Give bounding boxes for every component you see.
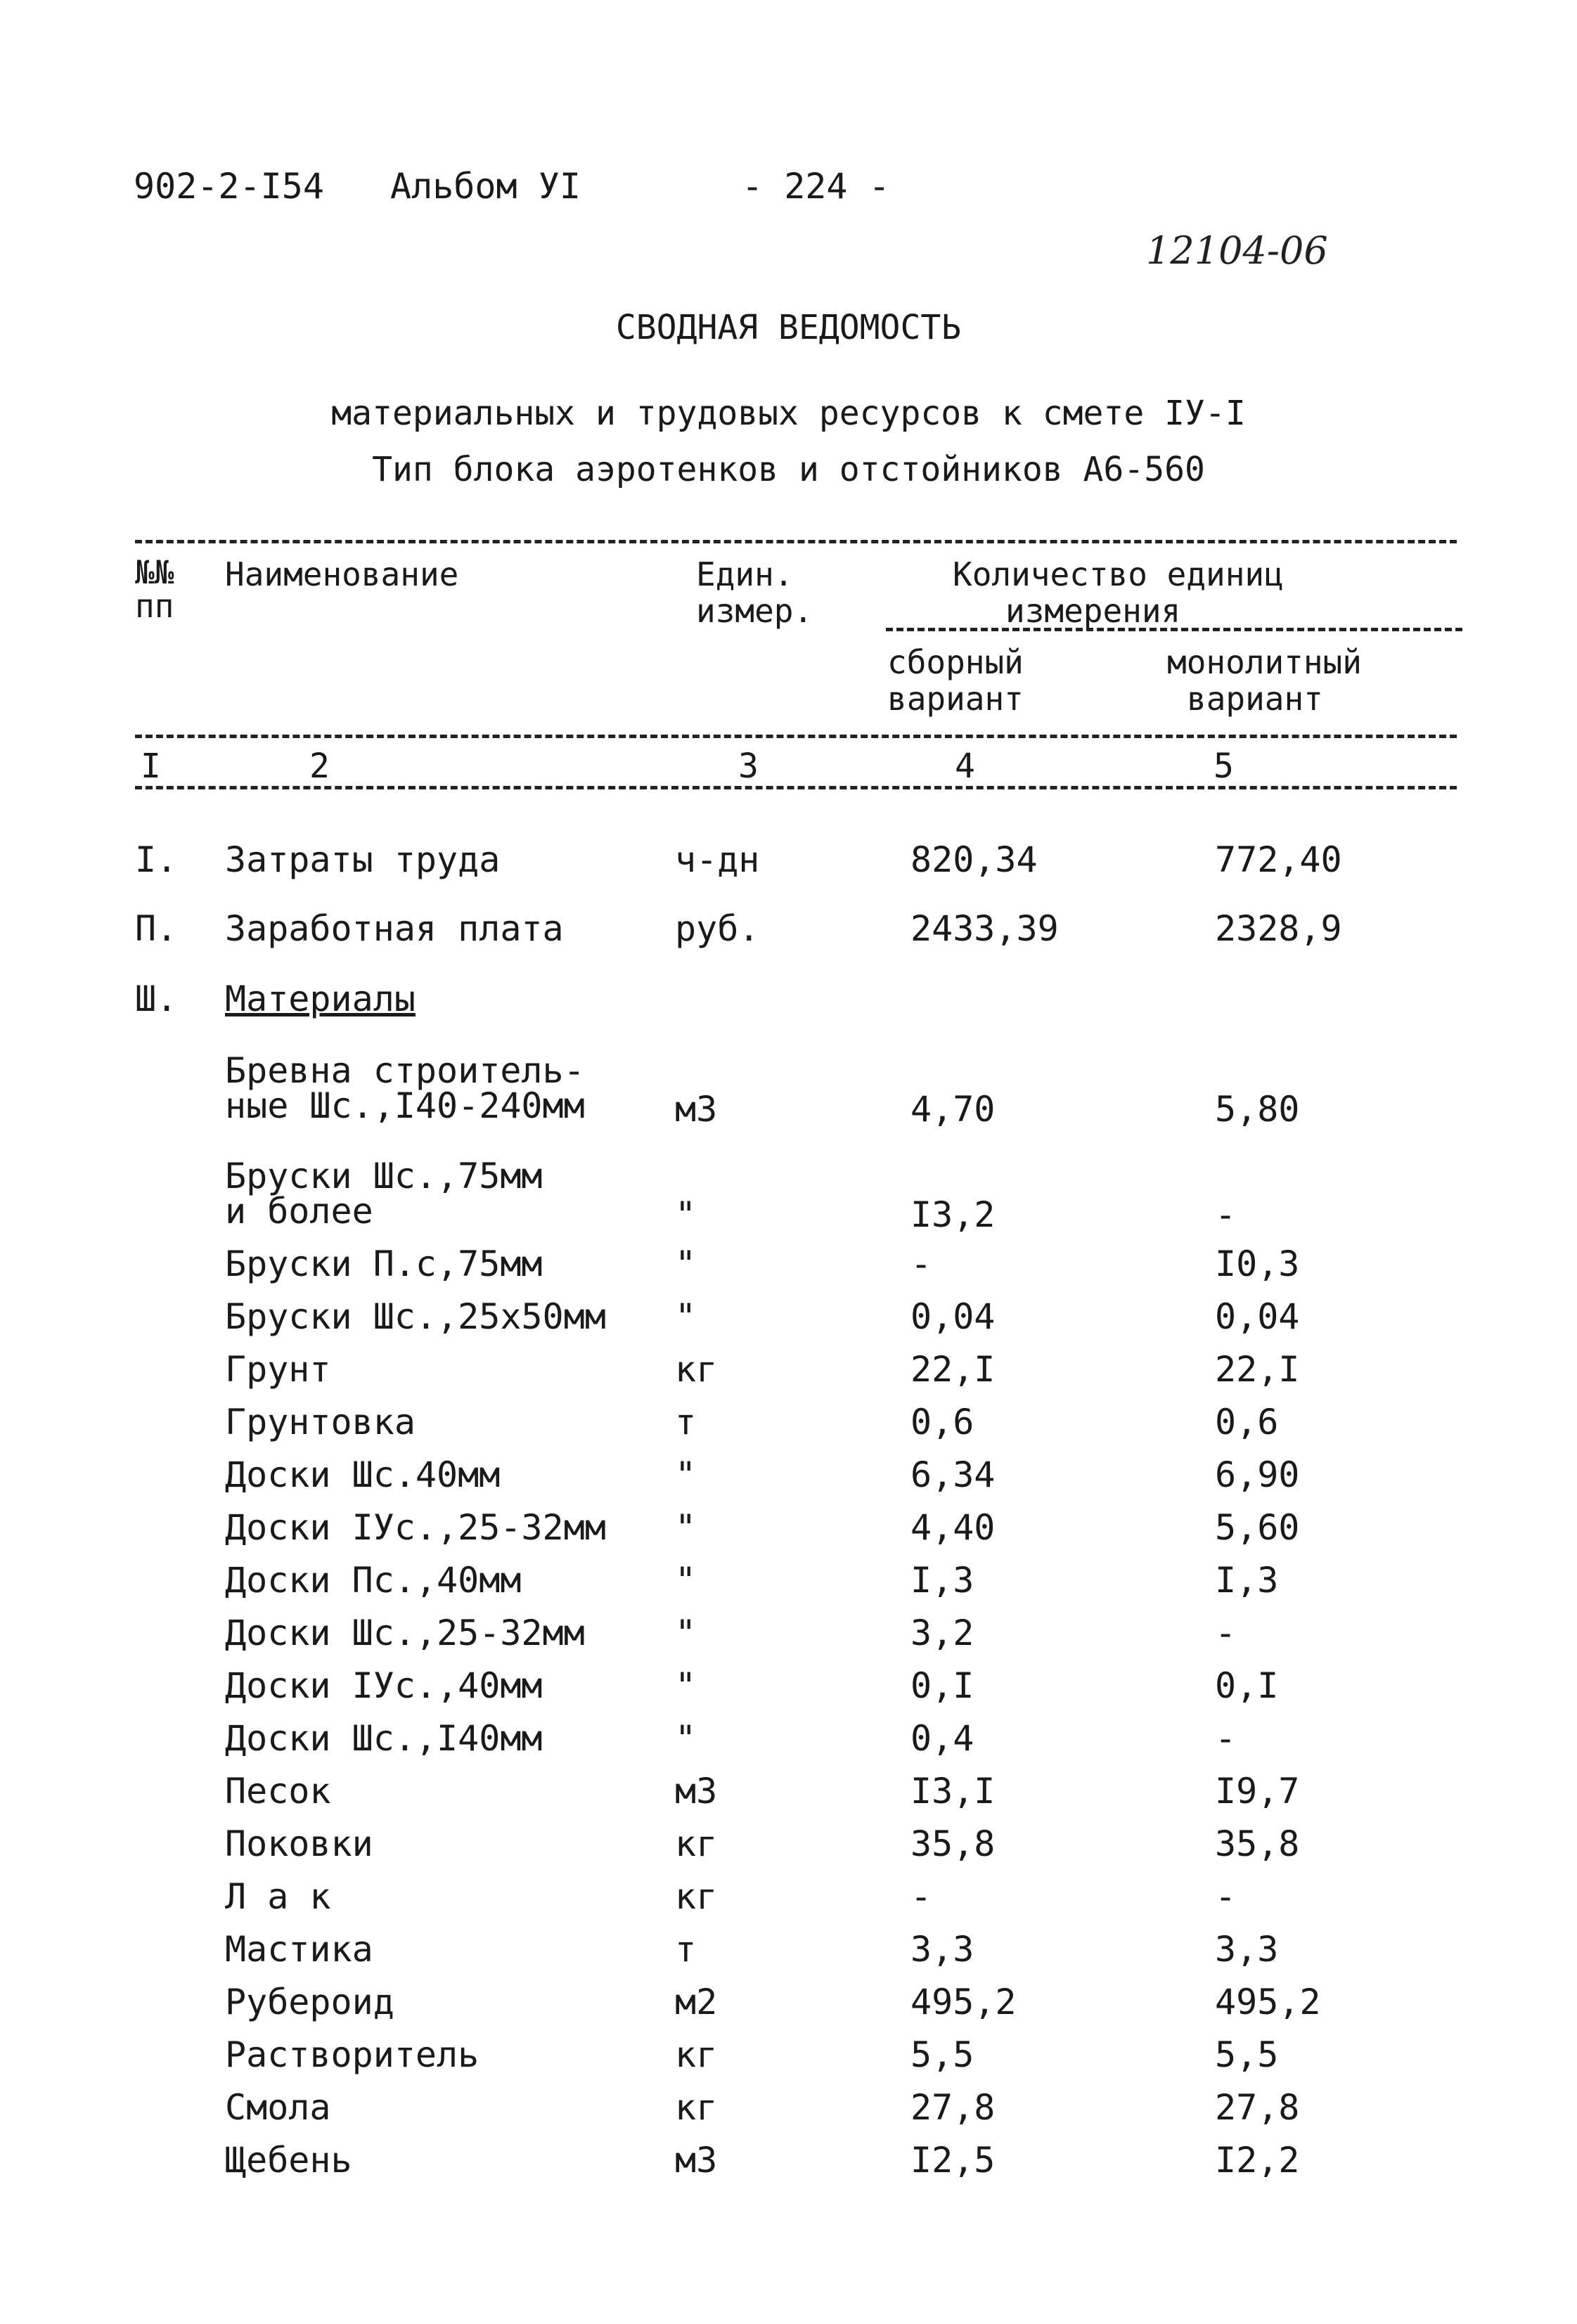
header-unit-line1: Един. xyxy=(696,555,794,593)
header-col4-line2: вариант xyxy=(887,680,1024,718)
row-value-monolithic: 3,3 xyxy=(1215,1929,1279,1970)
row-name: Щебень xyxy=(225,2140,352,2181)
col-number-3: 3 xyxy=(738,747,759,786)
row-value-monolithic: 5,80 xyxy=(1215,1089,1300,1130)
row-unit: " xyxy=(675,1613,697,1653)
header-qty-rule xyxy=(886,628,1462,631)
header-qty-line2: измерения xyxy=(1005,592,1181,630)
row-unit: ч-дн xyxy=(675,839,760,880)
row-value-prefab: I2,5 xyxy=(910,2140,996,2181)
row-name: Поковки xyxy=(225,1823,373,1864)
row-value-monolithic: 0,6 xyxy=(1215,1402,1279,1442)
row-value-monolithic: I0,3 xyxy=(1215,1244,1300,1284)
header-qty-line1: Количество единиц xyxy=(953,555,1284,593)
page-number: - 224 - xyxy=(742,166,890,207)
row-name: Грунтовка xyxy=(225,1402,416,1442)
row-name: Доски Шс.,I40мм xyxy=(225,1718,543,1759)
row-value-prefab: 22,I xyxy=(910,1349,996,1390)
row-unit: " xyxy=(675,1718,697,1759)
document-title: СВОДНАЯ ВЕДОМОСТЬ xyxy=(615,308,962,347)
row-value-prefab: 3,2 xyxy=(910,1613,974,1653)
row-name: Материалы xyxy=(225,979,416,1019)
row-name: Бруски Шс.,25х50мм xyxy=(225,1296,606,1337)
row-value-monolithic: - xyxy=(1215,1613,1237,1653)
row-name: Мастика xyxy=(225,1929,373,1970)
document-subtitle-type: Тип блока аэротенков и отстойников А6-560 xyxy=(372,450,1205,489)
row-number: Ш. xyxy=(135,979,178,1019)
row-name: Л а к xyxy=(225,1876,331,1917)
row-unit: " xyxy=(675,1244,697,1284)
row-name: Грунт xyxy=(225,1349,331,1390)
row-value-monolithic: - xyxy=(1215,1876,1237,1917)
document-code: 902-2-I54 xyxy=(134,166,324,207)
row-name: Доски Шс.40мм xyxy=(225,1454,501,1495)
row-unit: " xyxy=(675,1560,697,1601)
row-name: Доски IУс.,40мм xyxy=(225,1665,543,1706)
row-value-prefab: 5,5 xyxy=(910,2034,974,2075)
row-value-prefab: I,3 xyxy=(910,1560,974,1601)
col-number-1: I xyxy=(141,747,161,786)
row-value-prefab: I3,2 xyxy=(910,1194,996,1235)
row-number: П. xyxy=(135,908,178,949)
row-value-prefab: 35,8 xyxy=(910,1823,996,1864)
row-value-monolithic: 495,2 xyxy=(1215,1982,1321,2022)
col-number-2: 2 xyxy=(309,747,330,786)
row-unit: кг xyxy=(675,2034,718,2075)
row-name: Доски Шс.,25-32мм xyxy=(225,1613,585,1653)
row-unit: " xyxy=(675,1194,697,1235)
handwritten-number: 12104-06 xyxy=(1146,228,1328,273)
row-unit: кг xyxy=(675,1349,718,1390)
row-value-monolithic: 0,04 xyxy=(1215,1296,1300,1337)
col-number-4: 4 xyxy=(955,747,975,786)
header-num: №№ пп xyxy=(135,553,174,625)
row-value-prefab: 4,40 xyxy=(910,1507,996,1548)
row-unit: кг xyxy=(675,2087,718,2128)
row-value-monolithic: 27,8 xyxy=(1215,2087,1300,2128)
row-name: Затраты труда xyxy=(225,839,501,880)
row-value-prefab: - xyxy=(910,1244,932,1284)
header-col4-line1: сборный xyxy=(887,643,1024,681)
row-value-prefab: 0,04 xyxy=(910,1296,996,1337)
row-value-monolithic: 5,5 xyxy=(1215,2034,1279,2075)
column-number-rule xyxy=(135,786,1457,789)
album-label: Альбом УI xyxy=(390,166,581,207)
row-name: Бруски Шс.,75мм xyxy=(225,1156,543,1196)
table-top-rule xyxy=(135,540,1457,543)
row-unit: т xyxy=(675,1929,697,1970)
row-value-monolithic: 772,40 xyxy=(1215,839,1342,880)
header-unit-line2: измер. xyxy=(696,592,813,630)
header-col5-line1: монолитный xyxy=(1167,643,1362,681)
row-unit: м3 xyxy=(675,1089,718,1130)
row-value-prefab: 495,2 xyxy=(910,1982,1017,2022)
row-value-monolithic: 35,8 xyxy=(1215,1823,1300,1864)
row-value-prefab: - xyxy=(910,1876,932,1917)
row-value-monolithic: - xyxy=(1215,1718,1237,1759)
row-name: Бруски П.с,75мм xyxy=(225,1244,543,1284)
row-value-prefab: 6,34 xyxy=(910,1454,996,1495)
row-unit: кг xyxy=(675,1876,718,1917)
row-name: Рубероид xyxy=(225,1982,394,2022)
row-unit: м2 xyxy=(675,1982,718,2022)
row-value-prefab: 0,4 xyxy=(910,1718,974,1759)
row-value-monolithic: - xyxy=(1215,1194,1237,1235)
row-value-prefab: 0,I xyxy=(910,1665,974,1706)
row-name: Бревна строитель- xyxy=(225,1050,585,1091)
col-number-5: 5 xyxy=(1214,747,1234,786)
row-value-monolithic: 6,90 xyxy=(1215,1454,1300,1495)
row-name: Доски Пс.,40мм xyxy=(225,1560,522,1601)
row-name: Заработная плата xyxy=(225,908,564,949)
row-unit: м3 xyxy=(675,1771,718,1812)
row-value-prefab: I3,I xyxy=(910,1771,996,1812)
row-unit: " xyxy=(675,1296,697,1337)
row-name: Песок xyxy=(225,1771,331,1812)
row-value-prefab: 0,6 xyxy=(910,1402,974,1442)
row-value-monolithic: I,3 xyxy=(1215,1560,1279,1601)
row-value-monolithic: 2328,9 xyxy=(1215,908,1342,949)
row-unit: руб. xyxy=(675,908,760,949)
header-name: Наименование xyxy=(225,555,459,593)
row-value-prefab: 820,34 xyxy=(910,839,1038,880)
row-unit: т xyxy=(675,1402,697,1442)
row-name: Смола xyxy=(225,2087,331,2128)
row-number: I. xyxy=(135,839,178,880)
row-name: Растворитель xyxy=(225,2034,479,2075)
row-value-prefab: 3,3 xyxy=(910,1929,974,1970)
row-value-prefab: 4,70 xyxy=(910,1089,996,1130)
row-unit: м3 xyxy=(675,2140,718,2181)
document-subtitle: материальных и трудовых ресурсов к смете IУ-I xyxy=(331,394,1246,433)
row-value-monolithic: I9,7 xyxy=(1215,1771,1300,1812)
header-bottom-rule xyxy=(135,735,1457,738)
row-value-monolithic: 22,I xyxy=(1215,1349,1300,1390)
row-name-continued: ные Шс.,I40-240мм xyxy=(225,1085,585,1126)
row-name-continued: и более xyxy=(225,1191,373,1232)
row-name: Доски IУс.,25-32мм xyxy=(225,1507,606,1548)
row-value-monolithic: 5,60 xyxy=(1215,1507,1300,1548)
row-value-prefab: 2433,39 xyxy=(910,908,1059,949)
row-unit: " xyxy=(675,1507,697,1548)
row-value-monolithic: 0,I xyxy=(1215,1665,1279,1706)
row-value-prefab: 27,8 xyxy=(910,2087,996,2128)
row-unit: " xyxy=(675,1454,697,1495)
header-col5-line2: вариант xyxy=(1187,680,1323,718)
row-unit: " xyxy=(675,1665,697,1706)
row-value-monolithic: I2,2 xyxy=(1215,2140,1300,2181)
row-unit: кг xyxy=(675,1823,718,1864)
